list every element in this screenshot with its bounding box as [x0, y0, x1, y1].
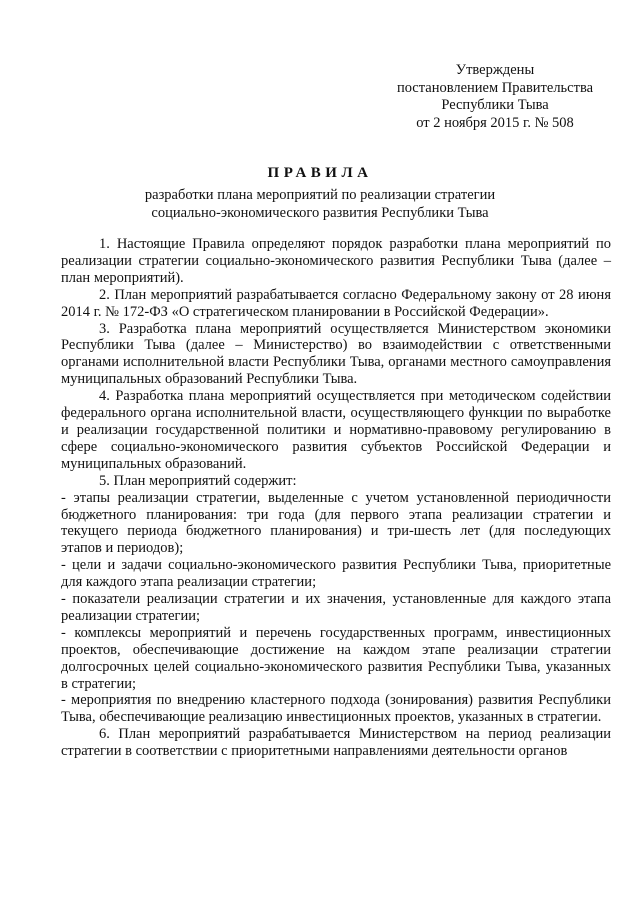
subtitle-line: разработки плана мероприятий по реализации стратегии	[144, 187, 496, 203]
list-item: - мероприятия по внедрению кластерного подхода (зонирования) развития Республики Тыва, обеспечивающие реализацию инвестиционных проектов, указанных в стратегии.	[61, 692, 611, 726]
approval-stamp	[380, 62, 610, 132]
list-item: - этапы реализации стратегии, выделенные с учетом установленной периодичности бюджетного планирования: три года (для первого этапа реализации стратегии и текущего периода бюджетного планирования) и три-шесть лет (для последующих этапов и периодов);	[61, 489, 611, 557]
approval-line: от 2 ноября 2015 г. № 508	[416, 114, 574, 131]
paragraph-3: 3. Разработка плана мероприятий осуществляется Министерством экономики Республики Тыва (далее – Министерство) во взаимодействии с ответственными органами исполнительной власти Республики Тыва, органами местного самоуправления муниципальных образований Республики Тыва.	[61, 320, 611, 388]
paragraph-1: 1. Настоящие Правила определяют порядок разработки плана мероприятий по реализации стратегии социально-экономического развития Республики Тыва (далее – план мероприятий).	[61, 236, 611, 286]
list-item: - цели и задачи социально-экономического развития Республики Тыва, приоритетные для каждого этапа реализации стратегии;	[61, 557, 611, 591]
list-item: - комплексы мероприятий и перечень государственных программ, инвестиционных проектов, обеспечивающие достижение на каждом этапе реализации стратегии долгосрочных целей социально-экономического развития Республики Тыва, указанных в стратегии;	[61, 624, 611, 692]
paragraph-6: 6. План мероприятий разрабатывается Министерством на период реализации стратегии в соответствии с приоритетными направлениями деятельности органов	[61, 726, 611, 760]
approval-line: Республики Тыва	[441, 97, 549, 113]
list-item: - показатели реализации стратегии и их значения, установленные для каждого этапа реализации стратегии;	[61, 591, 611, 624]
document-title: ПРАВИЛА	[267, 165, 373, 181]
approval-line: постановлением Правительства	[396, 79, 594, 96]
subtitle-line: социально-экономического развития Республики Тыва	[151, 205, 489, 221]
approval-line: Утверждены	[455, 62, 535, 78]
document-body	[61, 236, 611, 760]
paragraph-4: 4. Разработка плана мероприятий осуществляется при методическом содействии федерального органа исполнительной власти, осуществляющего функции по выработке и реализации государственной политики и нормативно-правовому регулированию в сфере социально-экономического развития субъектов Российской Федерации и муниципальных образований.	[61, 388, 611, 472]
paragraph-2: 2. План мероприятий разрабатывается согласно Федеральному закону от 28 июня 2014 г. № 172-ФЗ «О стратегическом планировании в Российской Федерации».	[61, 286, 611, 320]
paragraph-5: 5. План мероприятий содержит:	[99, 472, 297, 489]
document-subtitle	[0, 186, 640, 222]
